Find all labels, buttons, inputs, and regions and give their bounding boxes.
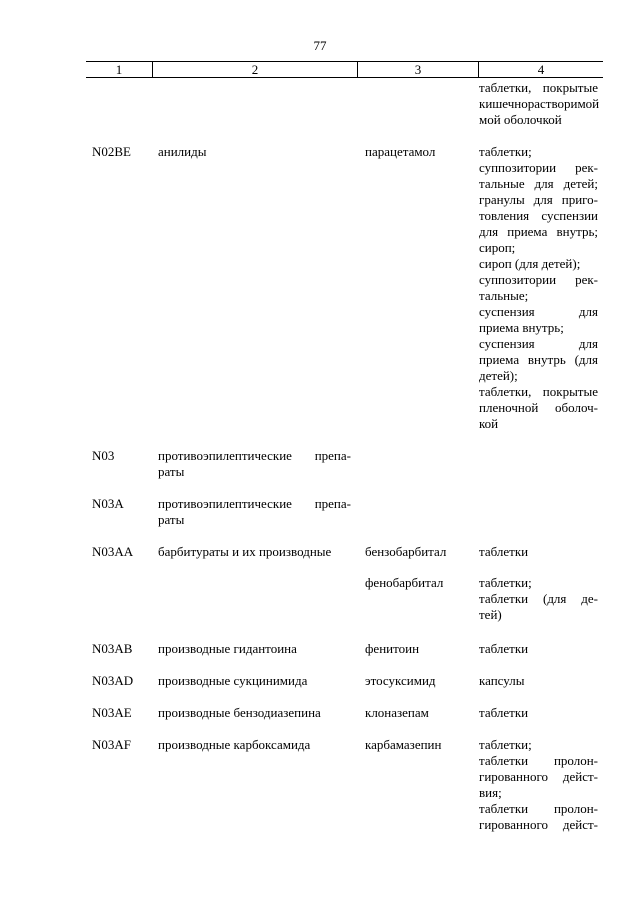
drug-name: этосуксимид [365,673,436,688]
dosage-form [479,737,598,833]
atc-code: N03AE [92,705,132,720]
anatomical-therapeutic-group [158,737,351,753]
group-text [158,544,351,560]
group-text-line: производные сукцинимида [158,673,308,688]
group-text [158,448,351,480]
atc-code: N03 [92,448,115,463]
dosage-form [479,80,598,128]
dosage-form-line: мой оболочкой [479,112,562,127]
dosage-form-line: приема внутрь; [479,320,564,335]
dosage-form-line: гированного дейст- [479,769,598,784]
group-text [158,737,351,753]
group-text-line: барбитураты и их производные [158,544,332,559]
dosage-form [479,641,598,657]
page-number: 77 [313,38,327,53]
dosage-forms [479,575,598,623]
dosage-form-line: пленочной оболоч- [479,400,598,415]
dosage-form-line: суспензия для [479,336,598,351]
dosage-form-line: приема внутрь (для [479,352,598,367]
dosage-form-line: сироп; [479,240,516,255]
dosage-form-line: суппозитории рек- [479,272,598,287]
dosage-forms [479,673,598,689]
group-text-line: анилиды [158,144,207,159]
group-text-line: раты [158,512,185,527]
dosage-form-line: таблетки; [479,144,532,159]
anatomical-therapeutic-group [158,448,351,480]
dosage-forms [479,641,598,657]
dosage-form [479,575,598,623]
group-text [158,144,351,160]
dosage-form-line: сироп (для детей); [479,256,581,271]
dosage-form [479,705,598,721]
anatomical-therapeutic-group [158,144,351,160]
table-header [86,61,603,78]
column-header-2: 2 [251,62,259,77]
dosage-form-line: таблетки; [479,737,532,752]
dosage-form-line: тальные; [479,288,529,303]
group-text [158,673,351,689]
dosage-form-line: кой [479,416,499,431]
dosage-form-line: суппозитории рек- [479,160,598,175]
anatomical-therapeutic-group [158,496,351,528]
dosage-forms [479,144,598,432]
dosage-form-line: кишечнорастворимой [479,96,600,111]
atc-code: N03AF [92,737,132,752]
dosage-form-line: таблетки пролон- [479,753,598,768]
dosage-form-line: детей); [479,368,518,383]
anatomical-therapeutic-group [158,641,351,657]
group-text-line: производные гидантоина [158,641,297,656]
drug-name: парацетамол [365,144,436,159]
group-text [158,705,351,721]
dosage-forms [479,544,598,560]
dosage-forms [479,737,598,833]
drug-name: бензобарбитал [365,544,447,559]
dosage-form-line: таблетки; [479,575,532,590]
dosage-form-line: капсулы [479,673,525,688]
atc-code: N03AD [92,673,134,688]
dosage-form-line: для приема внутрь; [479,224,598,239]
drug-name: фенобарбитал [365,575,444,590]
dosage-forms [479,705,598,721]
dosage-form [479,673,598,689]
dosage-form-line: таблетки [479,544,529,559]
atc-code: N02BE [92,144,131,159]
group-text [158,641,351,657]
dosage-forms [479,80,598,128]
dosage-form-line: таблетки, покрытые [479,80,598,95]
dosage-form-line: суспензия для [479,304,598,319]
dosage-form-line: таблетки пролон- [479,801,598,816]
dosage-form-line: товления суспензии [479,208,598,223]
anatomical-therapeutic-group [158,544,351,560]
atc-code: N03A [92,496,124,511]
group-text-line: раты [158,464,185,479]
dosage-form-line: тальные для детей; [479,176,598,191]
dosage-form-line: таблетки, покрытые [479,384,598,399]
group-text [158,496,351,528]
drug-name: карбамазепин [365,737,442,752]
dosage-form-line: гранулы для приго- [479,192,598,207]
group-text-line: противоэпилептические препа- [158,496,351,511]
group-text-line: производные бензодиазепина [158,705,321,720]
atc-code: N03AA [92,544,134,559]
dosage-form-line: гированного дейст- [479,817,598,832]
group-text-line: производные карбоксамида [158,737,311,752]
column-header-1: 1 [115,62,123,77]
atc-code: N03AB [92,641,133,656]
dosage-form-line: таблетки [479,705,529,720]
dosage-form-line: таблетки [479,641,529,656]
column-header-4: 4 [537,62,545,77]
anatomical-therapeutic-group [158,673,351,689]
drug-name: клоназепам [365,705,429,720]
dosage-form [479,144,598,432]
dosage-form-line: таблетки (для де- [479,591,598,606]
column-header-3: 3 [414,62,422,77]
drug-name: фенитоин [365,641,420,656]
dosage-form-line: вия; [479,785,502,800]
group-text-line: противоэпилептические препа- [158,448,351,463]
dosage-form-line: тей) [479,607,502,622]
dosage-form [479,544,598,560]
anatomical-therapeutic-group [158,705,351,721]
